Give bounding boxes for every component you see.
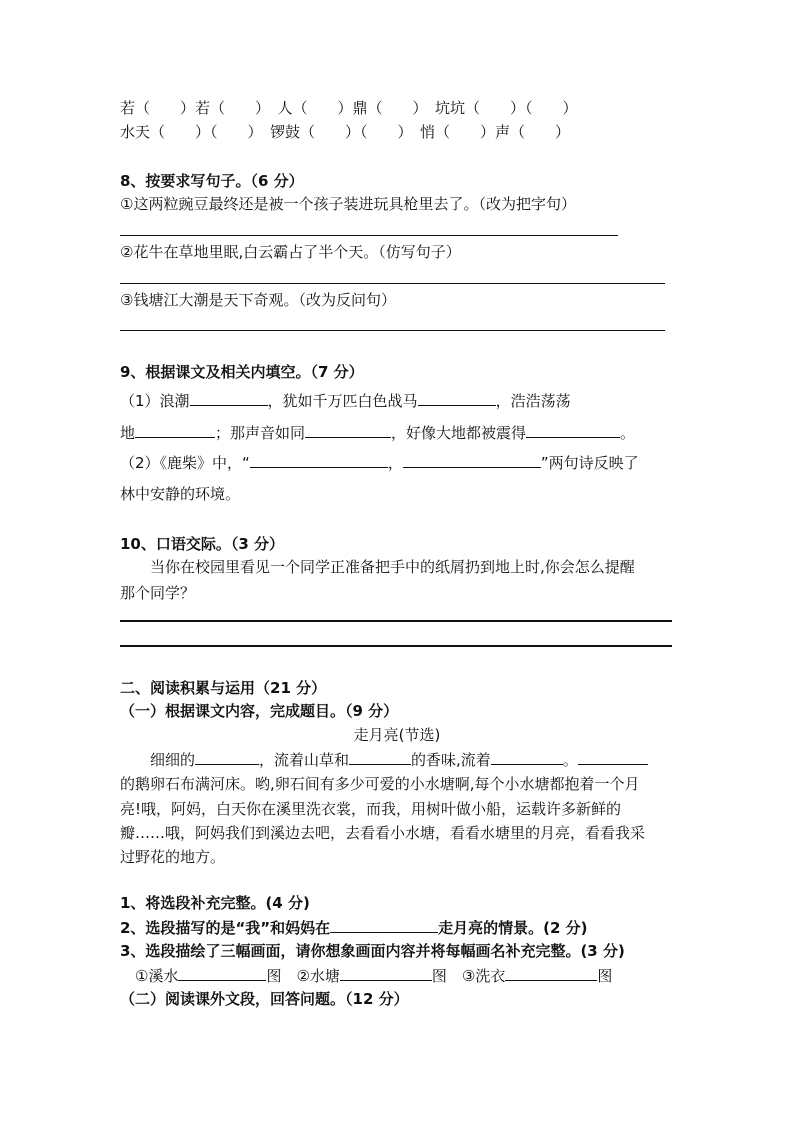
passage-blank-2[interactable] [349,749,411,765]
passage-line-1 [120,749,648,770]
q8-answer-line-1[interactable] [120,235,618,236]
q9-para-3 [120,452,639,473]
q9-blank-5[interactable] [526,422,620,438]
q9-blank-7[interactable] [403,452,541,468]
passage-blank-3[interactable] [491,749,563,765]
passage-text: 的香味,流着 [411,751,491,769]
q10-line-1: 当你在校园里看见一个同学正准备把手中的纸屑扔到地上时,你会怎么提醒 [120,558,635,576]
q8-sentence-3: ③钱塘江大潮是天下奇观。（改为反问句） [120,291,396,309]
passage-line-3: 亮!哦，阿妈，白天你在溪里洗衣裳，而我，用树叶做小船，运载许多新鲜的 [120,800,622,818]
q9-para-4: 林中安静的环境。 [120,485,241,503]
q9-text: （2）《鹿柴》中，“ [120,454,250,472]
q9-text: ，好像大地都被震得 [391,424,527,442]
q8-title: 8、按要求写句子。（6 分） [120,172,304,190]
q8-answer-line-2[interactable] [120,283,665,284]
passage-line-2: 的鹅卵石布满河床。哟,卵石间有多少可爱的小水塘啊,每个小水塘都抱着一个月 [120,775,640,793]
passage-text: 。 [562,751,578,769]
passage-text: 细细的 [120,751,196,769]
reading-question-3: 3、选段描绘了三幅画面，请你想象画面内容并将每幅画名补充完整。(3 分) [120,942,625,960]
picture-text: ①溪水 [120,967,179,985]
q9-blank-2[interactable] [418,390,496,406]
reading-question-2 [120,917,588,938]
q8-sentence-2: ②花牛在草地里眠,白云霸占了半个天。（仿写句子） [120,243,461,261]
picture-blank-1[interactable] [178,965,266,981]
part2-title: 二、阅读积累与运用（21 分） [120,679,327,697]
q9-blank-3[interactable] [135,422,215,438]
picture-text: 图 [597,967,613,985]
picture-text: 图 ②水塘 [266,967,340,985]
part2-sub2: （二）阅读课外文段，回答问题。（12 分） [120,990,409,1008]
picture-text: 图 ③洗衣 [431,967,506,985]
q7-line-2: 水天（ ）（ ） 锣鼓（ ）（ ） 悄（ ）声（ ） [120,123,571,141]
picture-blank-2[interactable] [340,965,432,981]
passage-blank-1[interactable] [195,749,259,765]
part2-sub1: （一）根据课文内容，完成题目。（9 分） [120,702,399,720]
q9-text: ， [387,454,403,472]
passage-title: 走月亮(节选) [353,726,441,744]
q7-line-1: 若（ ）若（ ） 人（ ）鼎（ ） 坑坑（ ）（ ） [120,99,578,117]
passage-text: ，流着山草和 [259,751,350,769]
q9-text: ”两句诗反映了 [540,454,639,472]
q9-text: ；那声音如同 [215,424,306,442]
q9-text: （1）浪潮 [120,392,190,410]
q10-answer-line-1[interactable] [120,620,672,622]
q9-text: ，浩浩荡荡 [495,392,571,410]
q8-answer-line-3[interactable] [120,330,665,331]
passage-line-5: 过野花的地方。 [120,848,226,866]
question-text: 2、选段描写的是“我”和妈妈在 [120,919,331,937]
q9-text: 地 [120,424,136,442]
q9-title: 9、根据课文及相关内填空。（7 分） [120,363,364,381]
question-text: 走月亮的情景。(2 分) [438,919,588,937]
passage-line-4: 瓣……哦，阿妈我们到溪边去吧，去看看小水塘，看看水塘里的月亮，看看我采 [120,824,646,842]
q9-text: 。 [620,424,636,442]
passage-blank-4[interactable] [578,749,648,765]
reading-question-1: 1、将选段补充完整。(4 分) [120,894,310,912]
q9-blank-6[interactable] [250,452,388,468]
q9-para-2 [120,422,635,443]
q9-text: ，犹如千万匹白色战马 [267,392,418,410]
q10-answer-line-2[interactable] [120,645,672,647]
q2-blank[interactable] [330,917,438,933]
q9-blank-1[interactable] [190,390,268,406]
q9-para-1 [120,390,571,411]
picture-names [120,965,612,986]
q10-title: 10、口语交际。（3 分） [120,535,285,553]
q10-line-2: 那个同学？ [120,584,196,602]
q8-sentence-1: ①这两粒豌豆最终还是被一个孩子装进玩具枪里去了。（改为把字句） [120,195,576,213]
picture-blank-3[interactable] [505,965,597,981]
q9-blank-4[interactable] [305,422,391,438]
